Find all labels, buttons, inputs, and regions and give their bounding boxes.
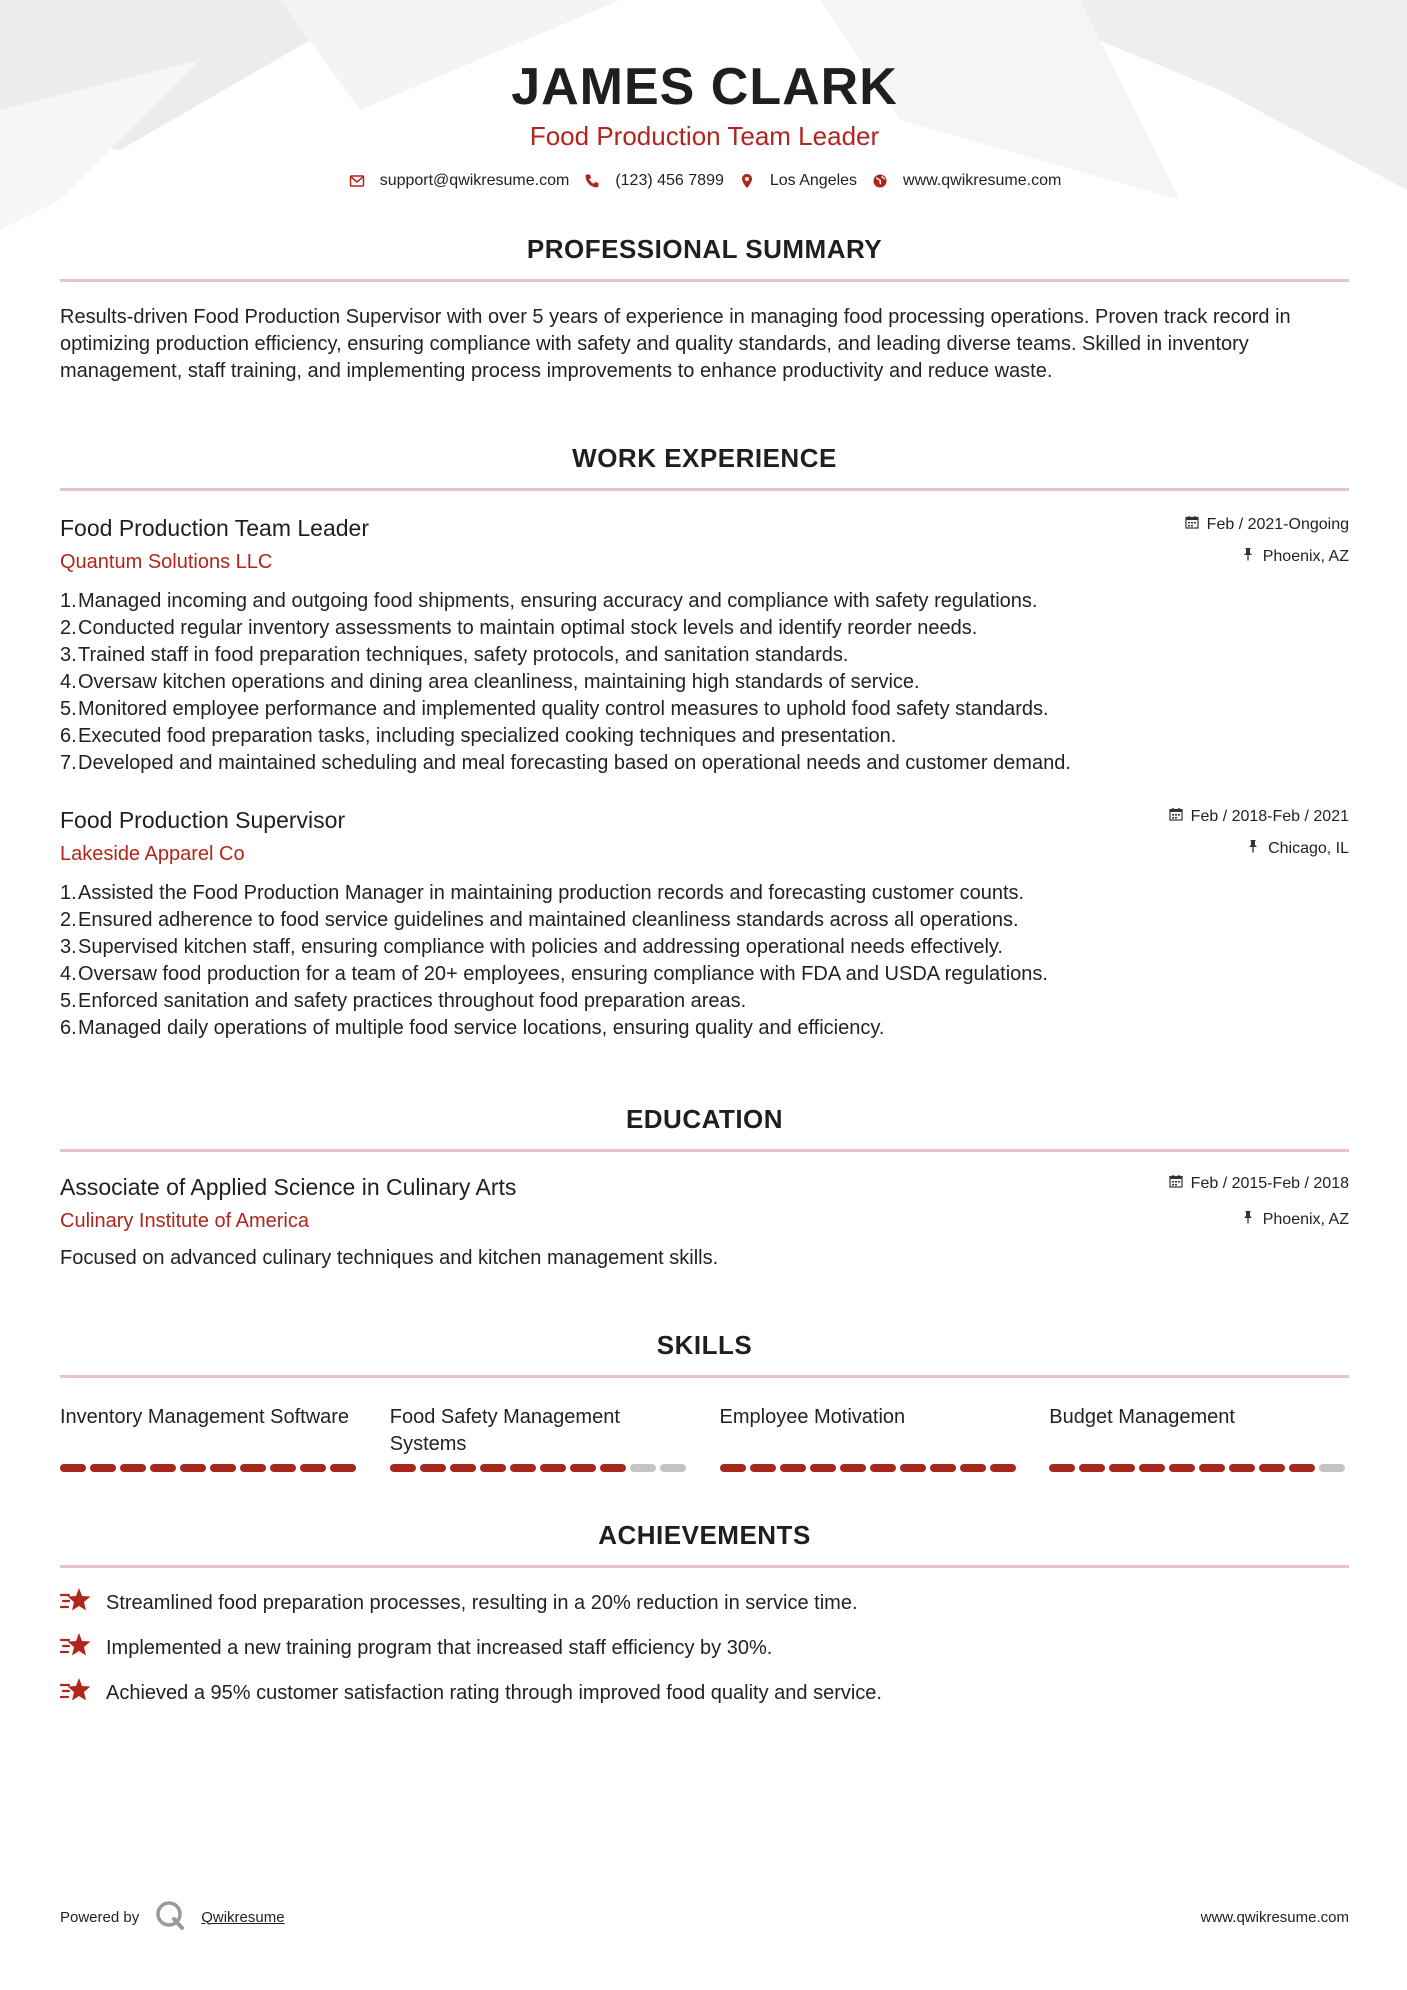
experience-divider [60, 488, 1349, 491]
skill-dot-filled [120, 1464, 146, 1472]
phone-icon [583, 172, 601, 190]
envelope-icon [348, 172, 366, 190]
skill-dot-filled [1079, 1464, 1105, 1472]
skills-section [60, 1330, 1349, 1472]
skill-name: Inventory Management Software [60, 1405, 350, 1428]
skill-rating [60, 1464, 360, 1472]
degree-title: Associate of Applied Science in Culinary Arts [60, 1173, 517, 1200]
skill-dot-filled [930, 1464, 956, 1472]
skill-dot-filled [390, 1464, 416, 1472]
skill-dot-filled [420, 1464, 446, 1472]
skill-dot-filled [720, 1464, 746, 1472]
job-location: Phoenix, AZ [1262, 547, 1349, 565]
skill-dot-filled [60, 1464, 86, 1472]
pushpin-icon [1241, 547, 1255, 566]
list-item: 7. Developed and maintained scheduling and meal forecasting based on operational needs and customer demand. [60, 751, 1071, 774]
skills-grid [60, 1404, 1349, 1472]
qwikresume-link[interactable]: Qwikresume [201, 1908, 285, 1926]
skill-dot-filled [270, 1464, 296, 1472]
skill-dot-filled [480, 1464, 506, 1472]
email-text: support@qwikresume.com [379, 171, 570, 189]
summary-text: Results-driven Food Production Supervisor with over 5 years of experience in managing food processing operations. Proven track record in optimizing production efficiency, ensuring compliance with safety and quality standards, and leading diverse teams. Skilled in inventory management, staff training, and implementing process improvements to enhance productivity and reduce waste. [60, 305, 1291, 382]
skill-name: Employee Motivation [719, 1405, 906, 1428]
achievements-section [60, 1520, 1349, 1707]
education-description: Focused on advanced culinary techniques and kitchen management skills. [60, 1246, 719, 1269]
education-location: Phoenix, AZ [1262, 1210, 1349, 1228]
list-item: 4. Oversaw food production for a team of 20+ employees, ensuring compliance with FDA and USDA regulations. [60, 962, 1048, 985]
list-item: 2. Ensured adherence to food service guidelines and maintained cleanliness standards across all operations. [60, 908, 1019, 931]
job-bullets [60, 588, 1349, 777]
star-icon [60, 1631, 92, 1665]
skill-item [390, 1404, 690, 1472]
skill-dot-filled [1229, 1464, 1255, 1472]
education-heading: EDUCATION [625, 1103, 784, 1134]
skill-dot-filled [900, 1464, 926, 1472]
star-icon [60, 1676, 92, 1710]
skill-dot-empty [660, 1464, 686, 1472]
resume-header [60, 0, 1349, 190]
skill-item [720, 1404, 1020, 1472]
experience-heading: WORK EXPERIENCE [572, 442, 837, 473]
skill-item [1049, 1404, 1349, 1472]
job-location: Chicago, IL [1268, 839, 1349, 857]
skill-name: Food Safety Management Systems [389, 1405, 620, 1455]
powered-by-label: Powered by [60, 1908, 140, 1926]
school-name: Culinary Institute of America [60, 1209, 309, 1232]
summary-heading: PROFESSIONAL SUMMARY [526, 233, 883, 264]
skill-dot-filled [1169, 1464, 1195, 1472]
skill-dot-filled [1199, 1464, 1225, 1472]
list-item: 3. Trained staff in food preparation techniques, safety protocols, and sanitation standards. [60, 643, 849, 666]
skill-dot-filled [1139, 1464, 1165, 1472]
education-dates: Feb / 2015-Feb / 2018 [1190, 1174, 1349, 1192]
skill-dot-filled [300, 1464, 326, 1472]
phone-text: (123) 456 7899 [615, 171, 724, 189]
candidate-name: JAMES CLARK [511, 58, 898, 116]
list-item: 2. Conducted regular inventory assessments to maintain optimal stock levels and identify reorder needs. [60, 616, 978, 639]
skill-item [60, 1404, 360, 1472]
contact-bar [60, 172, 1349, 190]
achievements-heading: ACHIEVEMENTS [598, 1519, 811, 1550]
education-section [60, 1104, 1349, 1270]
calendar-icon [1169, 1174, 1183, 1193]
list-item: 4. Oversaw kitchen operations and dining area cleanliness, maintaining high standards of service. [60, 670, 920, 693]
skill-dot-filled [90, 1464, 116, 1472]
skill-dot-filled [570, 1464, 596, 1472]
job-entry [60, 515, 1349, 777]
list-item [60, 1590, 1349, 1617]
summary-divider [60, 279, 1349, 282]
contact-website[interactable] [871, 172, 1061, 190]
education-entry [60, 1174, 1349, 1270]
skill-dot-filled [990, 1464, 1016, 1472]
skill-dot-empty [1319, 1464, 1345, 1472]
list-item: 6. Managed daily operations of multiple food service locations, ensuring quality and efficiency. [60, 1016, 885, 1039]
footer-website[interactable]: www.qwikresume.com [1200, 1908, 1349, 1926]
skill-dot-filled [180, 1464, 206, 1472]
skill-dot-filled [870, 1464, 896, 1472]
job-title: Food Production Team Leader [60, 514, 369, 541]
candidate-title: Food Production Team Leader [529, 120, 880, 151]
list-item [60, 1635, 1349, 1662]
list-item [60, 1680, 1349, 1707]
skill-dot-filled [600, 1464, 626, 1472]
skill-dot-filled [1049, 1464, 1075, 1472]
skill-dot-filled [750, 1464, 776, 1472]
skill-dot-filled [150, 1464, 176, 1472]
achievement-text: Streamlined food preparation processes, resulting in a 20% reduction in service time. [106, 1591, 858, 1614]
skill-dot-filled [510, 1464, 536, 1472]
education-divider [60, 1149, 1349, 1152]
skill-dot-filled [840, 1464, 866, 1472]
skill-rating [720, 1464, 1020, 1472]
contact-phone[interactable] [583, 172, 724, 190]
job-dates: Feb / 2021-Ongoing [1206, 515, 1349, 533]
list-item: 3. Supervised kitchen staff, ensuring compliance with policies and addressing operational needs effectively. [60, 935, 1003, 958]
contact-location [738, 172, 857, 190]
job-dates: Feb / 2018-Feb / 2021 [1190, 807, 1349, 825]
list-item: 1. Managed incoming and outgoing food shipments, ensuring accuracy and compliance with safety regulations. [60, 589, 1038, 612]
pushpin-icon [1246, 839, 1260, 858]
skill-dot-filled [450, 1464, 476, 1472]
map-marker-icon [738, 172, 756, 190]
skill-rating [390, 1464, 690, 1472]
skill-dot-filled [1109, 1464, 1135, 1472]
list-item: 5. Enforced sanitation and safety practices throughout food preparation areas. [60, 989, 747, 1012]
achievement-text: Achieved a 95% customer satisfaction rating through improved food quality and service. [106, 1681, 882, 1704]
skill-dot-filled [780, 1464, 806, 1472]
job-bullets [60, 880, 1349, 1042]
skill-name: Budget Management [1049, 1405, 1235, 1428]
location-text: Los Angeles [769, 171, 858, 189]
skill-dot-filled [960, 1464, 986, 1472]
achievements-divider [60, 1565, 1349, 1568]
skill-dot-filled [540, 1464, 566, 1472]
website-text: www.qwikresume.com [903, 171, 1062, 189]
skills-divider [60, 1375, 1349, 1378]
calendar-icon [1169, 807, 1183, 826]
skill-dot-empty [630, 1464, 656, 1472]
qwikresume-logo-icon [153, 1898, 187, 1936]
job-title: Food Production Supervisor [60, 806, 346, 833]
achievement-text: Implemented a new training program that increased staff efficiency by 30%. [106, 1636, 773, 1659]
list-item: 5. Monitored employee performance and implemented quality control measures to uphold food safety standards. [60, 697, 1049, 720]
summary-section [60, 234, 1349, 385]
list-item: 6. Executed food preparation tasks, including specialized cooking techniques and presentation. [60, 724, 897, 747]
skill-dot-filled [1259, 1464, 1285, 1472]
pushpin-icon [1241, 1210, 1255, 1229]
resume-page [60, 0, 1349, 1707]
contact-email[interactable] [348, 172, 570, 190]
list-item: 1. Assisted the Food Production Manager in maintaining production records and forecasting customer counts. [60, 881, 1025, 904]
experience-section [60, 443, 1349, 1042]
skill-dot-filled [330, 1464, 356, 1472]
skill-dot-filled [1289, 1464, 1315, 1472]
achievements-list [60, 1590, 1349, 1707]
job-entry [60, 807, 1349, 1042]
star-icon [60, 1586, 92, 1620]
skills-heading: SKILLS [656, 1329, 753, 1360]
skill-rating [1049, 1464, 1349, 1472]
job-company: Quantum Solutions LLC [60, 550, 273, 573]
skill-dot-filled [240, 1464, 266, 1472]
job-company: Lakeside Apparel Co [60, 842, 245, 865]
calendar-icon [1185, 515, 1199, 534]
globe-icon [871, 172, 889, 190]
page-footer [60, 1898, 1349, 1936]
skill-dot-filled [210, 1464, 236, 1472]
skill-dot-filled [810, 1464, 836, 1472]
